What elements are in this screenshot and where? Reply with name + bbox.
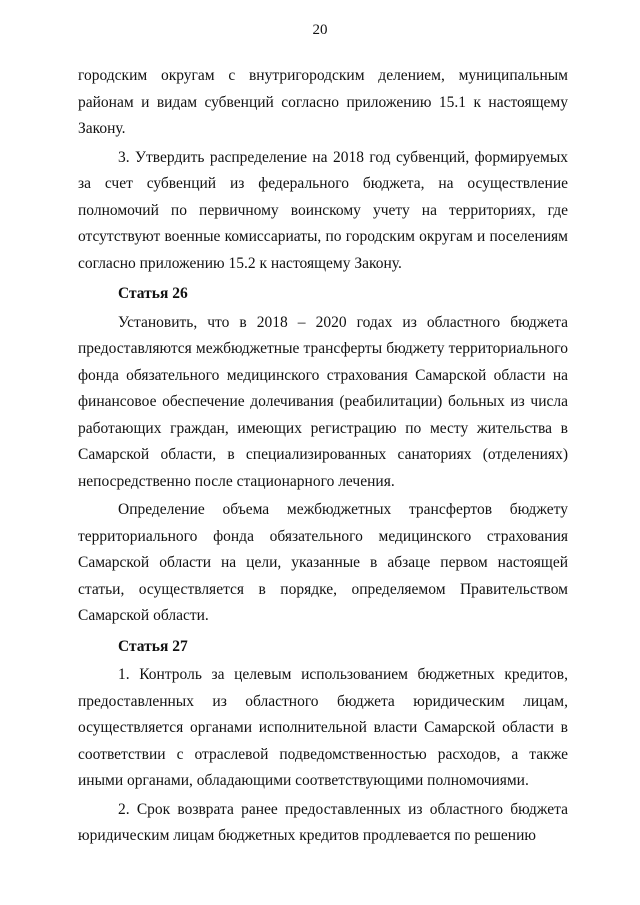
article-26-paragraph-2: Определение объема межбюджетных трансфертов бюджету территориального фонда обязательного медицинского страхования Самарской области на цели, указанные в абзаце первом настоящей статьи, осуществляется в порядке, определяемом Правительством Самарской области. [78, 501, 568, 624]
page-number: 20 [312, 22, 328, 38]
paragraph-item-3: 3. Утвердить распределение на 2018 год субвенций, формируемых за счет субвенций из федерального бюджета, на осуществление полномочий по первичному воинскому учету на территориях, где отсутствуют военные комиссариаты, по городским округам и поселениям согласно приложению 15.2 к настоящему Закону. [78, 148, 568, 272]
paragraph-continuation: городским округам с внутригородским делением, муниципальным районам и видам субвенций согласно приложению 15.1 к настоящему Закону. [78, 67, 568, 137]
article-26-heading: Статья 26 [118, 285, 188, 302]
article-27-paragraph-2: 2. Срок возврата ранее предоставленных из областного бюджета юридическим лицам бюджетных кредитов продлевается по решению [78, 800, 568, 844]
document-body [78, 63, 568, 852]
article-27-heading: Статья 27 [118, 637, 188, 655]
article-27-paragraph-1: 1. Контроль за целевым использованием бюджетных кредитов, предоставленных из областного бюджета юридическим лицам, осуществляется органами исполнительной власти Самарской области в соответствии с отраслевой подведомственностью расходов, а также иными органами, обладающими соответствующими полномочиями. [78, 666, 568, 789]
article-26-paragraph-1: Установить, что в 2018 – 2020 годах из областного бюджета предоставляются межбюджетные трансферты бюджету территориального фонда обязательного медицинского страхования Самарской области на финансовое обеспечение долечивания (реабилитации) больных из числа работающих граждан, имеющих регистрацию по месту жительства в Самарской области, в специализированных санаториях (отделениях) непосредственно после стационарного лечения. [78, 313, 568, 490]
